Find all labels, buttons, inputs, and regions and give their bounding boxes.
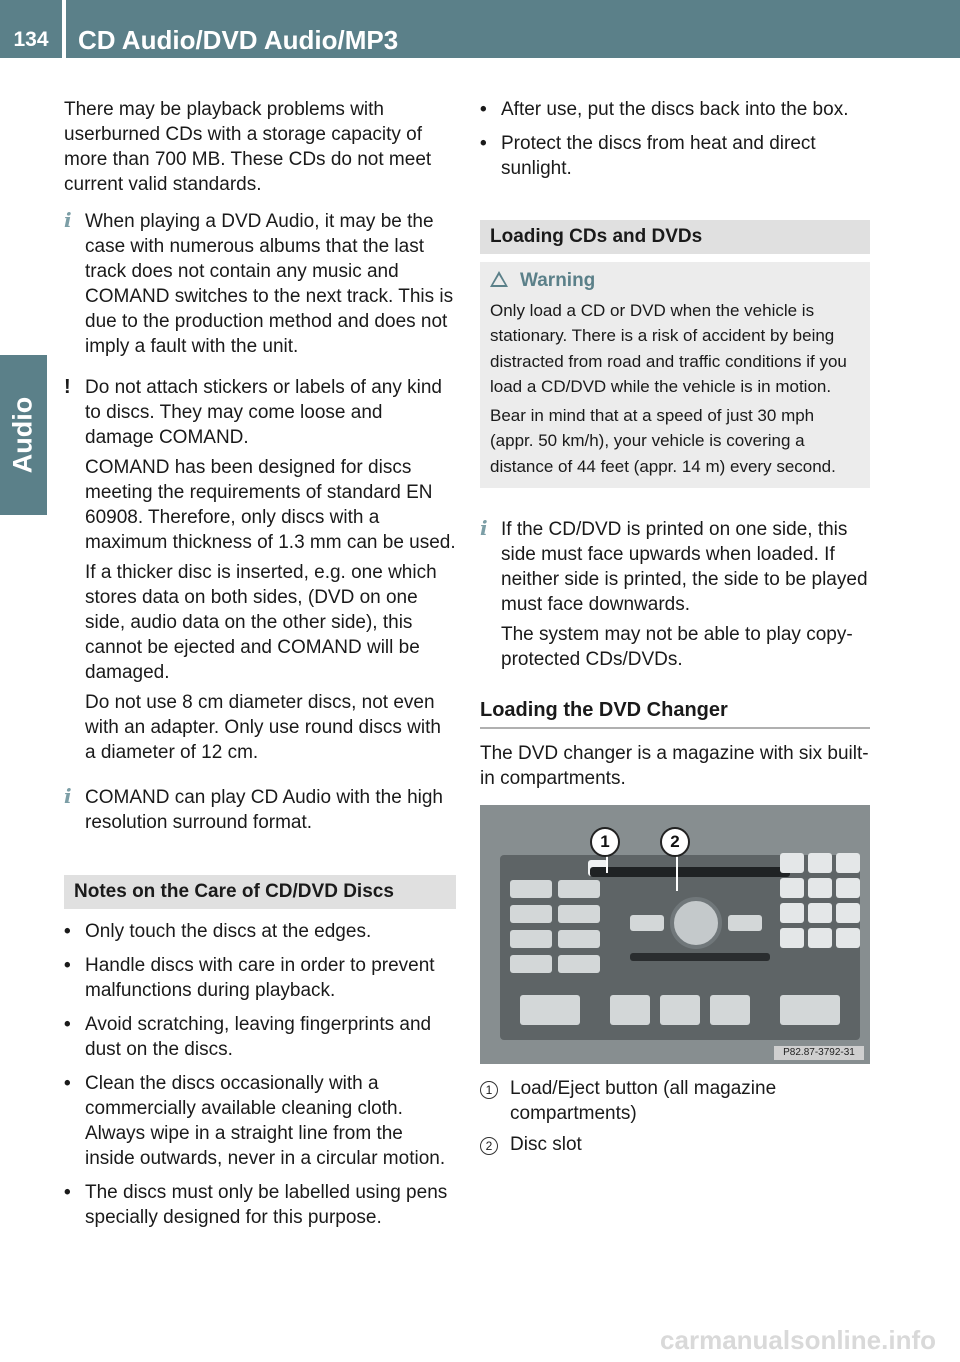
care-bullet-text: The discs must only be labelled using pens specially designed for this purpose. (85, 1182, 448, 1228)
storage-bullet (480, 131, 870, 181)
watermark: carmanualsonline.info (660, 1325, 936, 1355)
tel-key (558, 905, 600, 923)
figure-legend (480, 1076, 870, 1157)
number-key (808, 853, 832, 873)
legend-number-circle: 2 (480, 1137, 498, 1155)
warning-title-text: Warning (520, 270, 596, 291)
bullet-icon: • (480, 99, 487, 120)
care-bullet (64, 1180, 456, 1230)
legend-number (480, 1076, 510, 1126)
header-bar (0, 0, 960, 58)
care-bullet (64, 919, 456, 944)
callout-1: 1 (590, 827, 620, 857)
panel-key (510, 930, 552, 948)
bullet-icon: • (480, 133, 487, 154)
warning-text-2: Bear in mind that at a speed of just 30 mph (appr. 50 km/h), your vehicle is covering a distance of 44 feet (appr. 14 m) every second. (490, 405, 836, 476)
info-icon: i (64, 784, 72, 808)
number-key (808, 928, 832, 948)
changer-heading: Loading the DVD Changer (480, 698, 870, 729)
chapter-title: CD Audio/DVD Audio/MP3 (78, 25, 399, 55)
care-bullet-text: Avoid scratching, leaving fingerprints and dust on the discs. (85, 1014, 432, 1060)
loading-section-heading: Loading CDs and DVDs (480, 220, 870, 254)
panel-key (630, 915, 664, 931)
number-key (836, 928, 860, 948)
intro-paragraph: There may be playback problems with userburned CDs with a storage capacity of more than 700 MB. These CDs do not meet current valid standards. (64, 99, 432, 195)
changer-description: The DVD changer is a magazine with six built-in compartments. (480, 743, 869, 789)
number-key (808, 878, 832, 898)
panel-key (558, 930, 600, 948)
storage-bullet-text: After use, put the discs back into the box. (501, 99, 849, 120)
care-bullet-text: Handle discs with care in order to prevent malfunctions during playback. (85, 955, 435, 1001)
seat-key (520, 995, 580, 1025)
caution-text-2: COMAND has been designed for discs meeting the requirements of standard EN 60908. Therefore, only discs with a maximum thickness of 1.3 mm can be used. (85, 457, 456, 553)
info-note-text-2: The system may not be able to play copy-protected CDs/DVDs. (501, 624, 853, 670)
bullet-icon: • (64, 955, 71, 976)
info-note-text: If the CD/DVD is printed on one side, this side must face upwards when loaded. If neither side is printed, the side to be played must face downwards. (501, 519, 868, 615)
changer-photo (480, 805, 870, 1064)
warning-text-1: Only load a CD or DVD when the vehicle is stationary. There is a risk of accident by being distracted from road and traffic conditions if you load a CD/DVD while the vehicle is in motion. (490, 300, 847, 396)
figure-code: P82.87-3792-31 (774, 1046, 864, 1060)
care-list (64, 919, 456, 1230)
exclamation-icon: ! (64, 376, 71, 398)
number-key (836, 878, 860, 898)
number-key (780, 903, 804, 923)
caution-note (64, 375, 456, 765)
number-key (780, 853, 804, 873)
info-note-printed-side (480, 516, 870, 672)
info-note-text: COMAND can play CD Audio with the high resolution surround format. (85, 787, 443, 833)
callout-2: 2 (660, 827, 690, 857)
storage-bullet (480, 97, 870, 122)
right-bullet-list (480, 97, 870, 181)
warning-title (490, 268, 860, 294)
right-column (480, 97, 870, 1163)
bullet-icon: • (64, 921, 71, 942)
number-key (836, 853, 860, 873)
page-number: 134 (13, 28, 49, 51)
climate-key (610, 995, 650, 1025)
storage-bullet-text: Protect the discs from heat and direct sunlight. (501, 133, 816, 179)
info-note-surround (64, 784, 456, 835)
warning-box (480, 262, 870, 488)
warning-triangle-icon (490, 271, 508, 287)
number-key (780, 928, 804, 948)
panel-key (558, 955, 600, 973)
seat-key (780, 995, 840, 1025)
side-tab-label: Audio (7, 396, 38, 474)
info-icon: i (480, 516, 488, 540)
care-bullet (64, 1012, 456, 1062)
disc-key (558, 880, 600, 898)
legend-item (480, 1132, 870, 1157)
care-bullet (64, 1071, 456, 1171)
legend-item (480, 1076, 870, 1126)
navi-key (510, 905, 552, 923)
bullet-icon: • (64, 1073, 71, 1094)
caution-text-4: Do not use 8 cm diameter discs, not even with an adapter. Only use round discs with a diameter of 12 cm. (85, 692, 441, 763)
rotary-knob (670, 897, 722, 949)
left-column (64, 97, 456, 1239)
info-note-text: When playing a DVD Audio, it may be the case with numerous albums that the last track does not contain any music and COMAND switches to the next track. This is due to the production method and does not imply a fault with the unit. (85, 211, 454, 357)
legend-number (480, 1132, 510, 1157)
care-section-heading: Notes on the Care of CD/DVD Discs (64, 875, 456, 909)
second-slot (630, 953, 770, 961)
climate-key (660, 995, 700, 1025)
caution-text-3: If a thicker disc is inserted, e.g. one which stores data on both sides, (DVD on one side, audio data on the other side), this cannot be ejected and COMAND will be damaged. (85, 562, 437, 683)
radio-key (510, 880, 552, 898)
legend-text: Load/Eject button (all magazine compartments) (510, 1078, 777, 1124)
caution-text-1: Do not attach stickers or labels of any kind to discs. They may come loose and damage COMAND. (85, 377, 442, 448)
panel-key (728, 915, 762, 931)
climate-key (710, 995, 750, 1025)
number-key (808, 903, 832, 923)
callout-2-leader (676, 855, 678, 891)
care-bullet (64, 953, 456, 1003)
legend-number-circle: 1 (480, 1081, 498, 1099)
number-key (780, 878, 804, 898)
bullet-icon: • (64, 1014, 71, 1035)
info-icon: i (64, 208, 72, 232)
bullet-icon: • (64, 1182, 71, 1203)
care-bullet-text: Only touch the discs at the edges. (85, 921, 372, 942)
info-note-dvd (64, 208, 456, 359)
number-key (836, 903, 860, 923)
care-bullet-text: Clean the discs occasionally with a commercially available cleaning cloth. Always wipe in a straight line from the inside outwards, never in a circular motion. (85, 1073, 446, 1169)
side-tab (0, 355, 47, 515)
disc-slot (590, 867, 790, 877)
header-divider (62, 0, 66, 58)
panel-key (510, 955, 552, 973)
callout-1-leader (606, 855, 608, 873)
legend-text: Disc slot (510, 1134, 582, 1155)
